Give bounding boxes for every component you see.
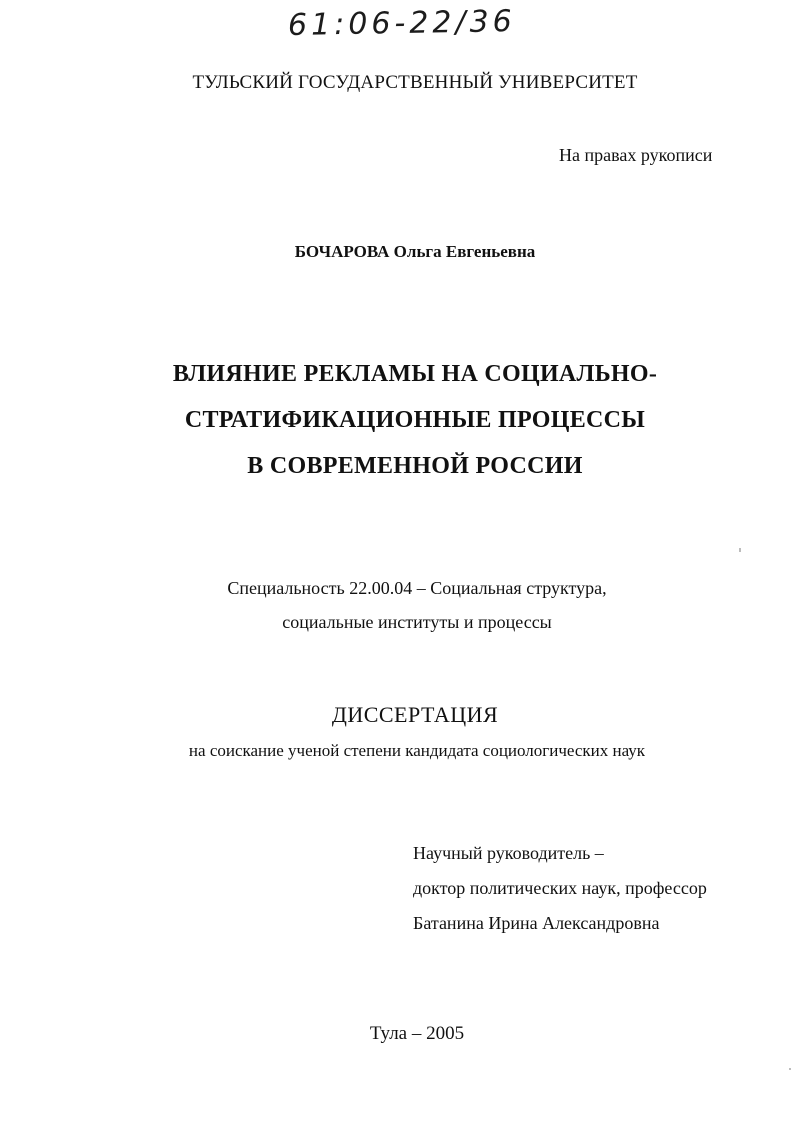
supervisor-credentials: доктор политических наук, профессор	[413, 878, 707, 898]
scan-speck	[739, 548, 741, 552]
supervisor-label: Научный руководитель –	[413, 843, 604, 863]
supervisor-name: Батанина Ирина Александровна	[413, 913, 660, 933]
document-type: ДИССЕРТАЦИЯ	[331, 702, 499, 727]
specialty-line-1: Специальность 22.00.04 – Социальная структура,	[227, 578, 607, 598]
scan-speck	[789, 1068, 791, 1070]
title-line-1: ВЛИЯНИЕ РЕКЛАМЫ НА СОЦИАЛЬНО-	[172, 361, 658, 387]
archive-stamp: 61:06-22/36	[287, 4, 517, 43]
title-line-2: СТРАТИФИКАЦИОННЫЕ ПРОЦЕССЫ	[184, 407, 646, 433]
university-name: ТУЛЬСКИЙ ГОСУДАРСТВЕННЫЙ УНИВЕРСИТЕТ	[192, 72, 638, 93]
title-line-3: В СОВРЕМЕННОЙ РОССИИ	[247, 453, 583, 479]
specialty-line-2: социальные институты и процессы	[282, 612, 552, 632]
manuscript-note: На правах рукописи	[559, 145, 713, 165]
author-name: БОЧАРОВА Ольга Евгеньевна	[294, 242, 536, 261]
supervisor-block	[413, 836, 707, 941]
dissertation-title	[0, 351, 794, 489]
specialty	[0, 571, 794, 639]
city-year: Тула – 2005	[369, 1023, 465, 1044]
degree-statement: на соискание ученой степени кандидата социологических наук	[188, 741, 646, 760]
